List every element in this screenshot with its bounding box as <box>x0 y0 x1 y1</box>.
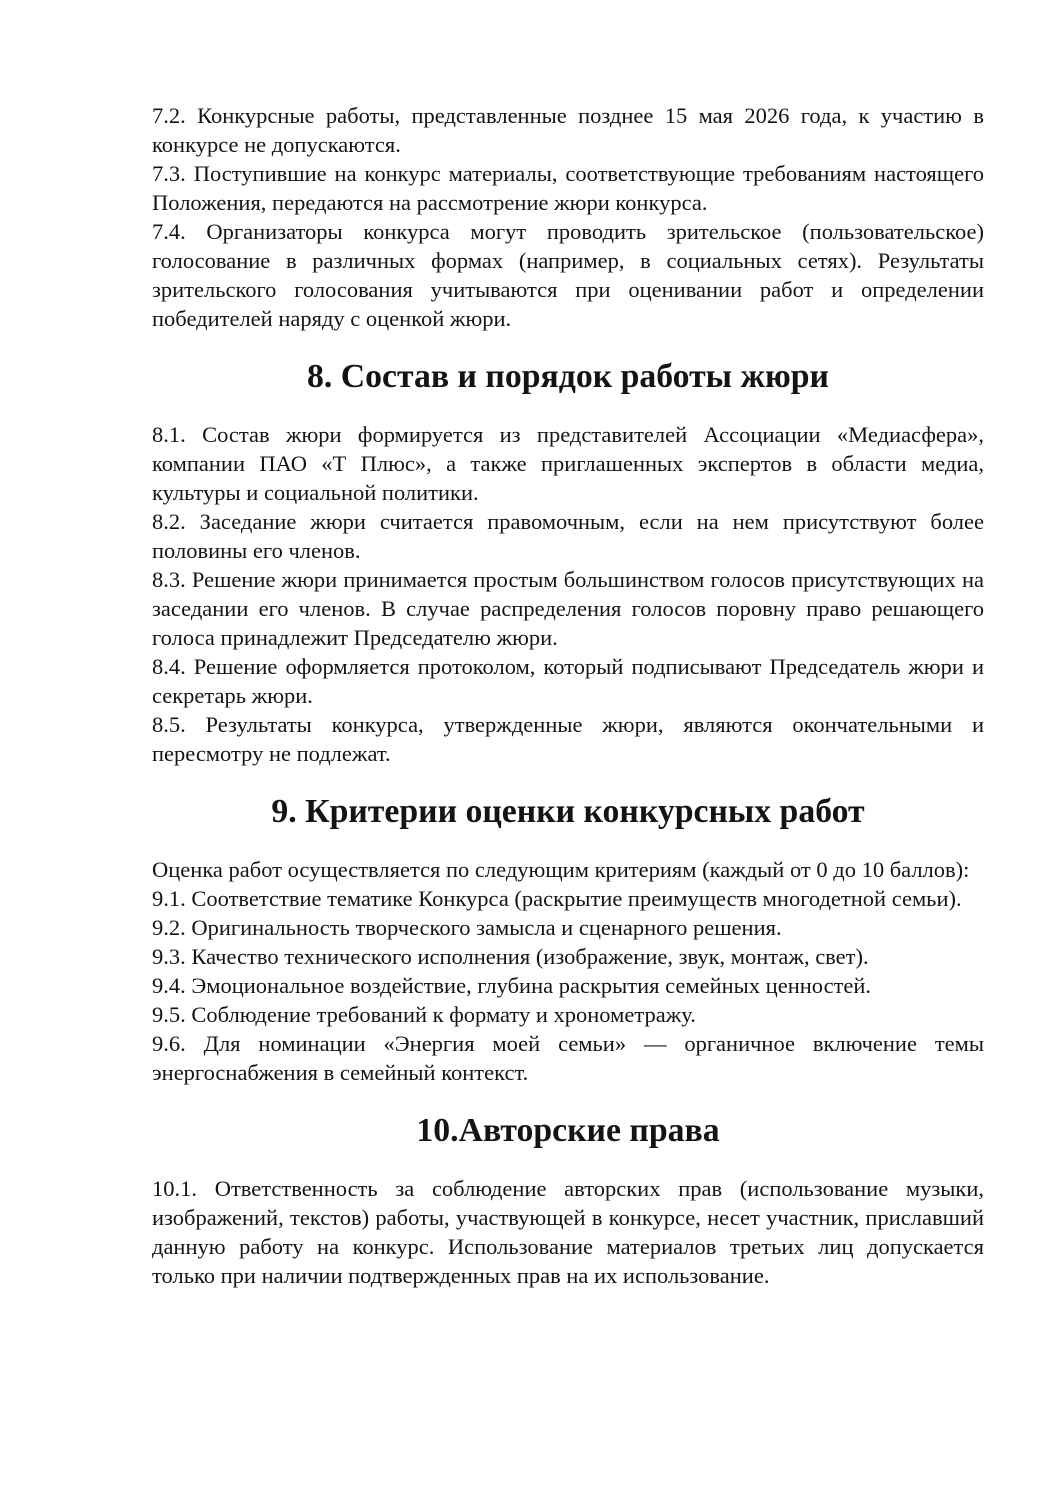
paragraph-8-1: 8.1. Состав жюри формируется из представителей Ассоциации «Медиасфера», компании ПАО «Т Плюс», а также приглашенных экспертов в области медиа, культуры и социальной политики. <box>152 422 984 505</box>
document-page <box>152 101 984 1290</box>
paragraph-9-4: 9.4. Эмоциональное воздействие, глубина раскрытия семейных ценностей. <box>152 973 872 998</box>
paragraph-9-intro: Оценка работ осуществляется по следующим критериям (каждый от 0 до 10 баллов): <box>152 857 970 882</box>
paragraph-7-3: 7.3. Поступившие на конкурс материалы, соответствующие требованиям настоящего Положения, передаются на рассмотрение жюри конкурса. <box>152 161 984 215</box>
paragraph-7-2: 7.2. Конкурсные работы, представленные позднее 15 мая 2026 года, к участию в конкурсе не допускаются. <box>152 103 984 157</box>
section-8 <box>152 358 984 768</box>
section-9 <box>152 793 984 1087</box>
section-10 <box>152 1112 984 1290</box>
paragraph-8-4: 8.4. Решение оформляется протоколом, который подписывают Председатель жюри и секретарь жюри. <box>152 654 984 708</box>
spacer <box>152 1145 984 1174</box>
spacer <box>152 826 984 855</box>
paragraph-9-5: 9.5. Соблюдение требований к формату и хронометражу. <box>152 1002 696 1027</box>
paragraph-8-5: 8.5. Результаты конкурса, утвержденные жюри, являются окончательными и пересмотру не подлежат. <box>152 712 984 766</box>
paragraph-7-4: 7.4. Организаторы конкурса могут проводить зрительское (пользовательское) голосование в различных формах (например, в социальных сетях). Результаты зрительского голосования учитываются при оценивании работ и определении победителей наряду с оценкой жюри. <box>152 219 984 331</box>
section-7-continued <box>152 101 984 333</box>
paragraph-9-2: 9.2. Оригинальность творческого замысла и сценарного решения. <box>152 915 782 940</box>
section-8-heading: 8. Состав и порядок работы жюри <box>307 358 829 395</box>
paragraph-9-1: 9.1. Соответствие тематике Конкурса (раскрытие преимуществ многодетной семьи). <box>152 886 962 911</box>
paragraph-9-3: 9.3. Качество технического исполнения (изображение, звук, монтаж, свет). <box>152 944 869 969</box>
section-10-heading: 10.Авторские права <box>416 1112 720 1149</box>
section-9-heading: 9. Критерии оценки конкурсных работ <box>271 793 865 830</box>
paragraph-8-2: 8.2. Заседание жюри считается правомочным, если на нем присутствуют более половины его членов. <box>152 509 984 563</box>
paragraph-9-6: 9.6. Для номинации «Энергия моей семьи» — органичное включение темы энергоснабжения в семейный контекст. <box>152 1031 984 1085</box>
paragraph-10-1: 10.1. Ответственность за соблюдение авторских прав (использование музыки, изображений, текстов) работы, участвующей в конкурсе, несет участник, приславший данную работу на конкурс. Использование материалов третьих лиц допускается только при наличии подтвержденных прав на их использование. <box>152 1176 984 1288</box>
spacer <box>152 391 984 420</box>
paragraph-8-3: 8.3. Решение жюри принимается простым большинством голосов присутствующих на заседании его членов. В случае распределения голосов поровну право решающего голоса принадлежит Председателю жюри. <box>152 567 984 650</box>
